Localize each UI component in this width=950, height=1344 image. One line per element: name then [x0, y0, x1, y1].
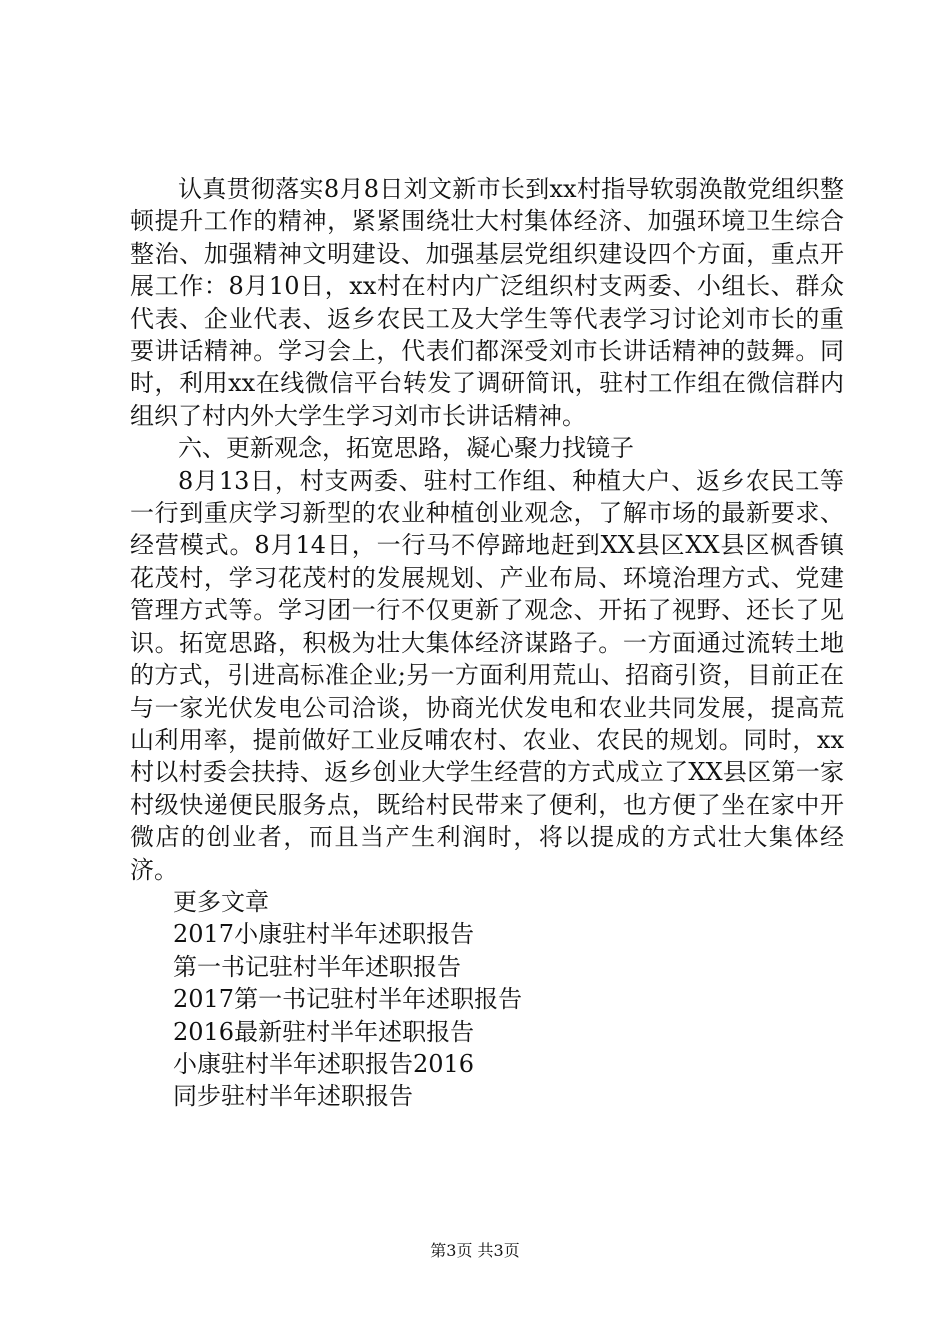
- section-paragraph: 8月13日，村支两委、驻村工作组、种植大户、返乡农民工等一行到重庆学习新型的农业种植创业观念，了解市场的最新要求、经营模式。8月14日，一行马不停蹄地赶到XX县区XX县区枫香镇花茂村，学习花茂村的发展规划、产业布局、环境治理方式、党建管理方式等。学习团一行不仅更新了观念、开拓了视野、还长了见识。拓宽思路，积极为壮大集体经济谋路子。一方面通过流转土地的方式，引进高标准企业;另一方面利用荒山、招商引资，目前正在与一家光伏发电公司洽谈，协商光伏发电和农业共同发展，提高荒山利用率，提前做好工业反哺农村、农业、农民的规划。同时，xx村以村委会扶持、返乡创业大学生经营的方式成立了XX县区第一家村级快递便民服务点，既给村民带来了便利，也方便了坐在家中开微店的创业者，而且当产生利润时，将以提成的方式壮大集体经济。: [130, 466, 844, 884]
- document-body: [130, 173, 844, 1113]
- body-paragraph: 认真贯彻落实8月8日刘文新市长到xx村指导软弱涣散党组织整顿提升工作的精神，紧紧围绕壮大村集体经济、加强环境卫生综合整治、加强精神文明建设、加强基层党组织建设四个方面，重点开展工作：8月10日，xx村在村内广泛组织村支两委、小组长、群众代表、企业代表、返乡农民工及大学生等代表学习讨论刘市长的重要讲话精神。学习会上，代表们都深受刘市长讲话精神的鼓舞。同时，利用xx在线微信平台转发了调研简讯，驻村工作组在微信群内组织了村内外大学生学习刘市长讲话精神。: [130, 175, 844, 430]
- more-article-link[interactable]: 小康驻村半年述职报告2016: [173, 1049, 475, 1078]
- page-footer: [0, 1241, 950, 1261]
- more-article-link[interactable]: 2016最新驻村半年述职报告: [173, 1017, 475, 1046]
- more-article-link[interactable]: 第一书记驻村半年述职报告: [173, 952, 461, 981]
- section-heading: 六、更新观念，拓宽思路，凝心聚力找镜子: [178, 434, 634, 463]
- more-articles-list: [130, 918, 844, 1112]
- more-article-link[interactable]: 同步驻村半年述职报告: [173, 1082, 413, 1111]
- more-article-link[interactable]: 2017小康驻村半年述职报告: [173, 920, 475, 949]
- page-number-indicator: 第3页 共3页: [430, 1241, 520, 1260]
- more-article-link[interactable]: 2017第一书记驻村半年述职报告: [173, 985, 523, 1014]
- more-articles-label: 更多文章: [173, 887, 269, 916]
